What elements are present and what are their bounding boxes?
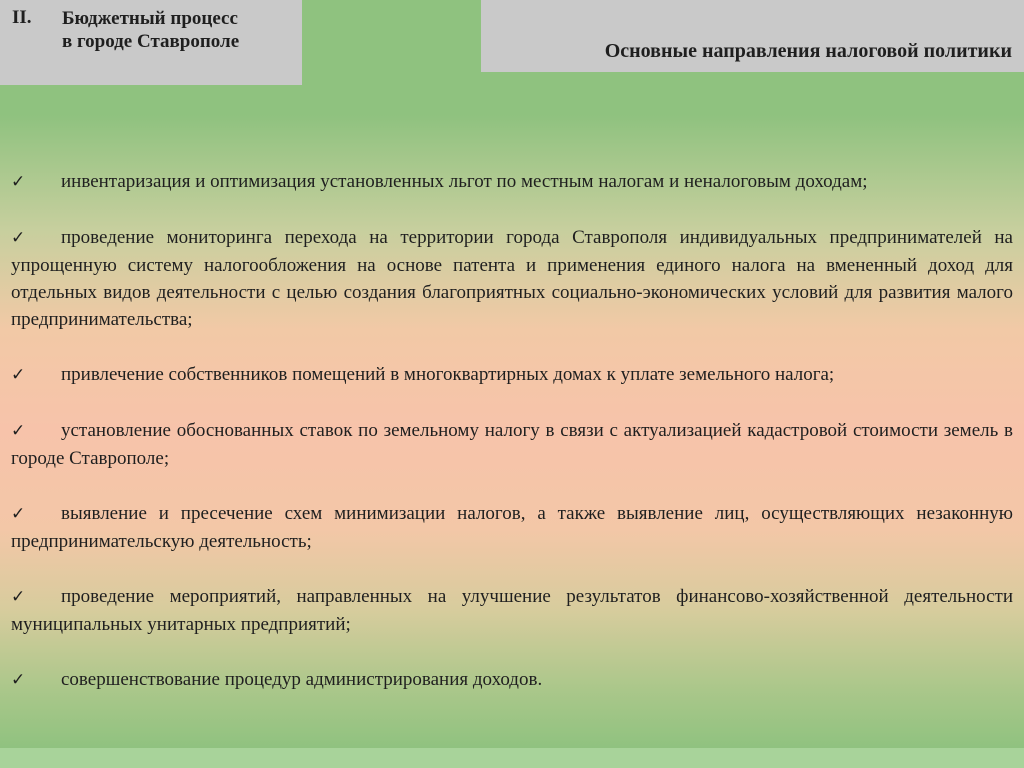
list-item-text: инвентаризация и оптимизация установленных льгот по местным налогам и неналоговым доходам; xyxy=(61,171,868,192)
list-item-text: привлечение собственников помещений в многоквартирных домах к уплате земельного налога; xyxy=(61,364,835,385)
list-item-text: выявление и пресечение схем минимизации налогов, а также выявление лиц, осуществляющих незаконную предпринимательскую деятельность; xyxy=(11,503,1013,552)
slide-title: Основные направления налоговой политики xyxy=(604,40,1012,62)
list-item xyxy=(11,361,1013,389)
checkmark-icon: ✓ xyxy=(11,421,26,441)
section-number: II. xyxy=(12,7,32,28)
list-item xyxy=(11,500,1013,555)
checkmark-icon: ✓ xyxy=(11,228,26,248)
list-item-text: совершенствование процедур администрирования доходов. xyxy=(61,669,543,690)
checkmark-icon: ✓ xyxy=(11,172,26,192)
list-item xyxy=(11,666,1013,694)
list-item-text: проведение мониторинга перехода на территории города Ставрополя индивидуальных предпринимателей на упрощенную систему налогообложения на основе патента и применения единого налога на вмененный доход для отдельных видов деятельности с целью создания благоприятных социально-экономических условий для развития малого предпринимательства; xyxy=(11,227,1013,330)
footer-strip xyxy=(0,748,1024,768)
section-title xyxy=(62,7,292,53)
checkmark-icon: ✓ xyxy=(11,365,26,385)
section-title-line-2: в городе Ставрополе xyxy=(62,31,240,52)
checkmark-icon: ✓ xyxy=(11,504,26,524)
list-item-text: проведение мероприятий, направленных на улучшение результатов финансово-хозяйственной деятельности муниципальных унитарных предприятий; xyxy=(11,586,1013,635)
list-item xyxy=(11,224,1013,333)
list-item xyxy=(11,583,1013,638)
checkmark-icon: ✓ xyxy=(11,670,26,690)
section-label-box xyxy=(0,0,302,85)
slide-header xyxy=(481,0,1024,72)
list-item xyxy=(11,417,1013,472)
tax-policy-list xyxy=(11,168,1013,694)
list-item xyxy=(11,168,1013,196)
list-item-text: установление обоснованных ставок по земельному налогу в связи с актуализацией кадастровой стоимости земель в городе Ставрополе; xyxy=(11,420,1013,469)
checkmark-icon: ✓ xyxy=(11,587,26,607)
section-title-line-1: Бюджетный процесс xyxy=(62,8,238,29)
